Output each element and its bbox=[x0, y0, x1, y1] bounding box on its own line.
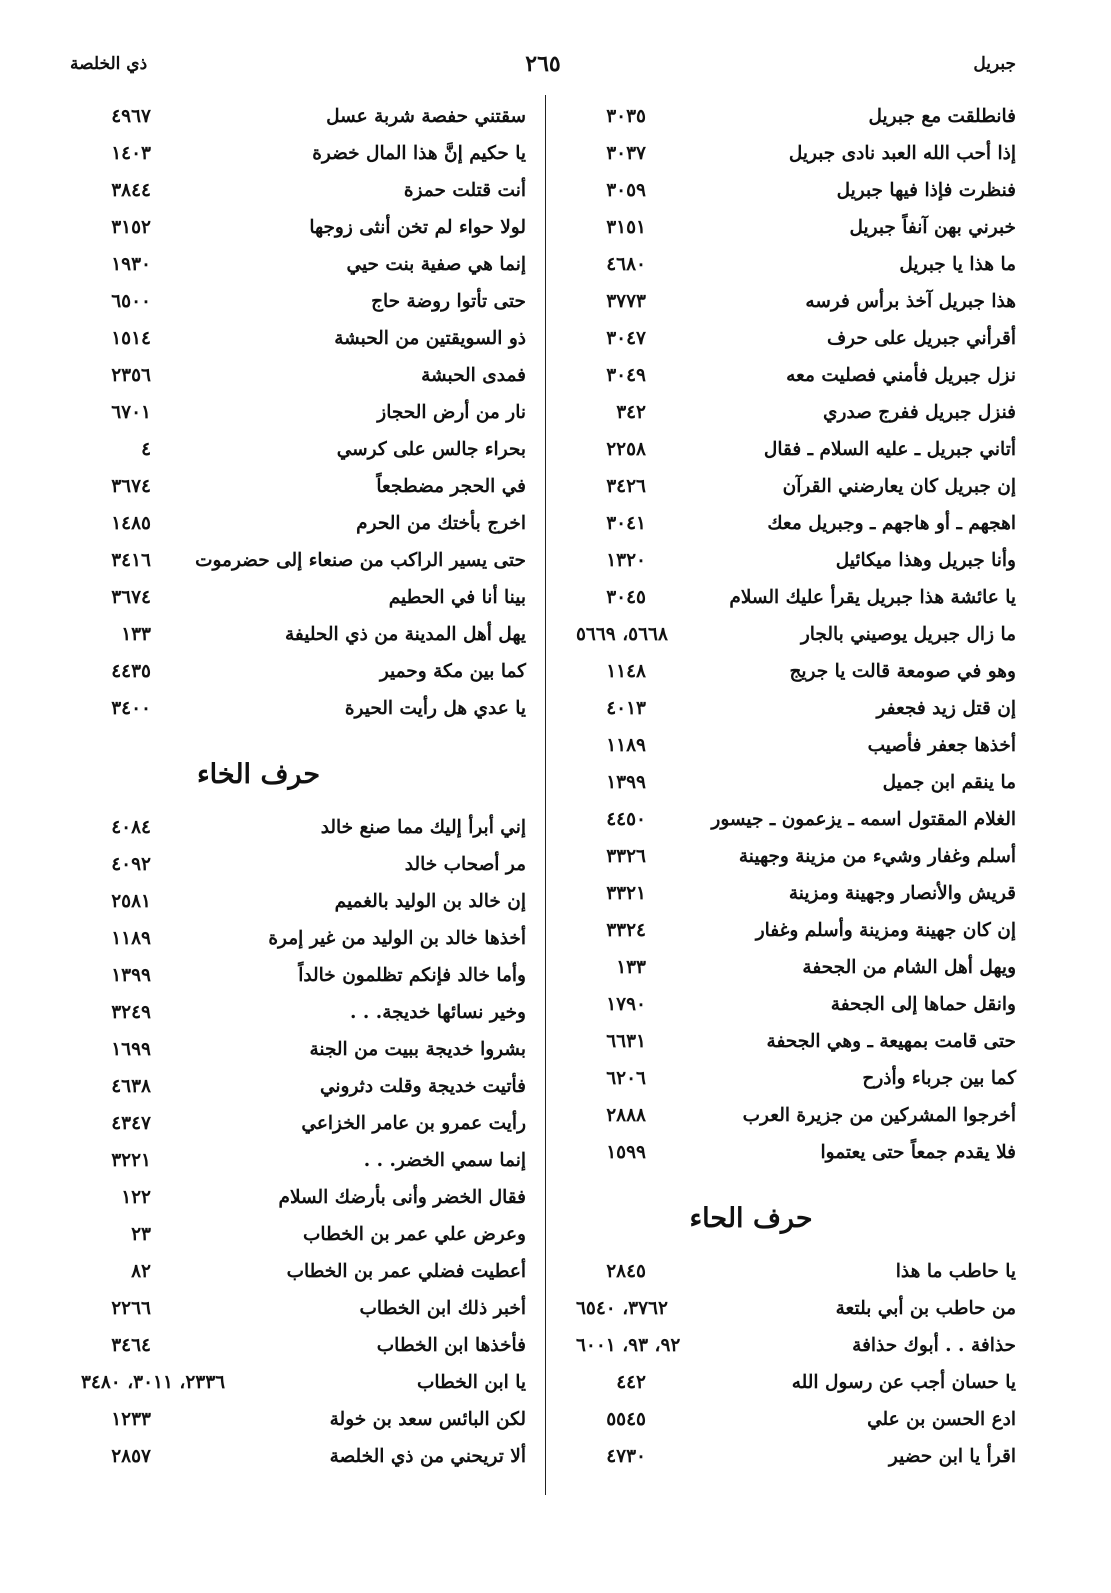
entry-number: ٤٦٣٨ bbox=[111, 1076, 151, 1097]
entry-text: فقال الخضر وأنى بأرضك السلام bbox=[278, 1187, 526, 1208]
entry-text: حتى قامت بمهيعة ـ وهي الجحفة bbox=[766, 1031, 1016, 1052]
entry-number: ٢٣٣٦، ٣٠١١، ٣٤٨٠ bbox=[81, 1372, 226, 1393]
entry-number: ١٥٩٩ bbox=[606, 1142, 646, 1163]
entry-text: يا عدي هل رأيت الحيرة bbox=[344, 698, 526, 719]
index-entry bbox=[71, 653, 526, 690]
entry-number: ١١٨٩ bbox=[111, 928, 151, 949]
index-entry bbox=[71, 579, 526, 616]
entry-text: يا ابن الخطاب bbox=[417, 1372, 526, 1393]
entry-number: ٣٠٣٧ bbox=[606, 143, 646, 164]
entry-text: بينا أنا في الحطيم bbox=[388, 587, 526, 608]
entry-text: اقرأ يا ابن حضير bbox=[888, 1446, 1016, 1467]
entry-text: هذا جبريل آخذ برأس فرسه bbox=[805, 291, 1016, 312]
index-entry bbox=[71, 809, 526, 846]
entry-number: ١٣٢٠ bbox=[606, 550, 646, 571]
index-entry bbox=[71, 98, 526, 135]
entry-number: ٣٠٤٩ bbox=[606, 365, 646, 386]
index-entry bbox=[71, 1142, 526, 1179]
index-entry bbox=[566, 394, 1016, 431]
entry-number: ٢٢٦٦ bbox=[111, 1298, 151, 1319]
entry-number: ٢٨٤٥ bbox=[606, 1261, 646, 1282]
entry-number: ٣٣٢٦ bbox=[606, 846, 646, 867]
entry-number: ٣٠٣٥ bbox=[606, 106, 646, 127]
index-entry bbox=[71, 994, 526, 1031]
index-entry bbox=[71, 135, 526, 172]
entry-text: يا عائشة هذا جبريل يقرأ عليك السلام bbox=[729, 587, 1016, 608]
index-entry bbox=[71, 172, 526, 209]
index-entry bbox=[71, 1327, 526, 1364]
index-entry bbox=[566, 1364, 1016, 1401]
index-entry bbox=[71, 1290, 526, 1327]
entry-number: ١٣٩٩ bbox=[111, 965, 151, 986]
entry-text: يا حسان أجب عن رسول الله bbox=[791, 1372, 1016, 1393]
entry-number: ٦٢٠٦ bbox=[606, 1068, 646, 1089]
entry-text: إن جبريل كان يعارضني القرآن bbox=[782, 476, 1016, 497]
entry-text: إذا أحب الله العبد نادى جبريل bbox=[788, 143, 1016, 164]
index-entry bbox=[71, 846, 526, 883]
index-entry bbox=[71, 320, 526, 357]
index-entry bbox=[566, 1023, 1016, 1060]
section-heading: حرف الحاء bbox=[689, 1202, 813, 1234]
entry-text: سقتني حفصة شربة عسل bbox=[326, 106, 526, 127]
index-entry bbox=[566, 320, 1016, 357]
entry-text: إن كان جهينة ومزينة وأسلم وغفار bbox=[755, 920, 1016, 941]
index-entry bbox=[566, 1438, 1016, 1475]
index-entry bbox=[566, 431, 1016, 468]
entry-text: إن خالد بن الوليد بالغميم bbox=[334, 891, 526, 912]
entry-number: ٢٣٥٦ bbox=[111, 365, 151, 386]
header-right-title: جبريل bbox=[973, 54, 1016, 74]
entry-number: ٣٦٧٤ bbox=[111, 587, 151, 608]
entry-number: ٤٤٣٥ bbox=[111, 661, 151, 682]
index-entry bbox=[71, 1105, 526, 1142]
index-entry bbox=[71, 246, 526, 283]
entry-number: ٦٦٣١ bbox=[606, 1031, 646, 1052]
index-entry bbox=[71, 616, 526, 653]
entry-number: ٣٠٤٥ bbox=[606, 587, 646, 608]
entry-text: إني أبرأ إليك مما صنع خالد bbox=[320, 817, 526, 838]
entry-number: ٤٩٦٧ bbox=[111, 106, 151, 127]
index-entry bbox=[71, 468, 526, 505]
index-entry bbox=[71, 690, 526, 727]
entry-number: ٢٣ bbox=[131, 1224, 151, 1245]
entry-number: ١٣٣ bbox=[616, 957, 646, 978]
page-header bbox=[70, 44, 1016, 84]
entry-text: أنت قتلت حمزة bbox=[403, 180, 526, 201]
index-entry bbox=[566, 1253, 1016, 1290]
entry-number: ٣١٥٢ bbox=[111, 217, 151, 238]
entry-number: ٣٠٤٧ bbox=[606, 328, 646, 349]
entry-text: يا حاطب ما هذا bbox=[895, 1261, 1016, 1282]
entry-text: خبرني بهن آنفاً جبريل bbox=[849, 217, 1016, 238]
entry-text: أخذها خالد بن الوليد من غير إمرة bbox=[268, 928, 526, 949]
index-entry bbox=[71, 283, 526, 320]
entry-text: ويهل أهل الشام من الجحفة bbox=[802, 957, 1016, 978]
index-entry bbox=[566, 135, 1016, 172]
entry-text: وعرض علي عمر بن الخطاب bbox=[302, 1224, 526, 1245]
index-entry bbox=[71, 394, 526, 431]
index-entry bbox=[71, 431, 526, 468]
entry-text: اهجهم ـ أو هاجهم ـ وجبريل معك bbox=[767, 513, 1016, 534]
entry-text: فانطلقت مع جبريل bbox=[868, 106, 1016, 127]
index-entry bbox=[566, 283, 1016, 320]
entry-text: اخرج بأختك من الحرم bbox=[356, 513, 526, 534]
entry-text: ادع الحسن بن علي bbox=[867, 1409, 1016, 1430]
entry-number: ٣٦٧٤ bbox=[111, 476, 151, 497]
entry-text: ألا تريحني من ذي الخلصة bbox=[329, 1446, 526, 1467]
entry-text: إن قتل زيد فجعفر bbox=[876, 698, 1016, 719]
entry-text: ما هذا يا جبريل bbox=[899, 254, 1016, 275]
index-entry bbox=[566, 1327, 1016, 1364]
entry-text: ما ينقم ابن جميل bbox=[882, 772, 1016, 793]
section-heading: حرف الخاء bbox=[196, 758, 321, 790]
entry-number: ٣٨٤٤ bbox=[111, 180, 151, 201]
entry-number: ٣٠٤١ bbox=[606, 513, 646, 534]
entry-text: يا حكيم إنَّ هذا المال خضرة bbox=[312, 143, 526, 164]
entry-text: ما زال جبريل يوصيني بالجار bbox=[800, 624, 1016, 645]
entry-text: بشروا خديجة ببيت من الجنة bbox=[309, 1039, 526, 1060]
index-entry bbox=[566, 1097, 1016, 1134]
index-entry bbox=[71, 1179, 526, 1216]
header-left-title: ذي الخلصة bbox=[70, 54, 148, 74]
entry-text: أخرجوا المشركين من جزيرة العرب bbox=[742, 1105, 1016, 1126]
entry-number: ٥٦٦٨، ٥٦٦٩ bbox=[576, 624, 668, 645]
entry-number: ٣٣٢٤ bbox=[606, 920, 646, 941]
entry-text: قريش والأنصار وجهينة ومزينة bbox=[788, 883, 1016, 904]
index-entry bbox=[566, 690, 1016, 727]
index-entry bbox=[566, 1060, 1016, 1097]
entry-number: ٣٢٢١ bbox=[111, 1150, 151, 1171]
entry-number: ١٤٠٣ bbox=[111, 143, 151, 164]
index-entry bbox=[566, 172, 1016, 209]
entry-text: حتى يسير الراكب من صنعاء إلى حضرموت bbox=[195, 550, 526, 571]
index-entry bbox=[71, 957, 526, 994]
entry-text: فنظرت فإذا فيها جبريل bbox=[836, 180, 1016, 201]
index-entry bbox=[71, 1253, 526, 1290]
index-entry bbox=[71, 1031, 526, 1068]
entry-number: ٣٤١٦ bbox=[111, 550, 151, 571]
entry-text: الغلام المقتول اسمه ـ يزعمون ـ جيسور bbox=[711, 809, 1016, 830]
entry-text: فمدى الحبشة bbox=[421, 365, 526, 386]
entry-text: أخبر ذلك ابن الخطاب bbox=[359, 1298, 526, 1319]
entry-number: ٣٤٢ bbox=[616, 402, 646, 423]
index-entry bbox=[566, 912, 1016, 949]
entry-number: ١٤٨٥ bbox=[111, 513, 151, 534]
entry-text: يهل أهل المدينة من ذي الحليفة bbox=[284, 624, 526, 645]
entry-number: ٦٧٠١ bbox=[111, 402, 151, 423]
right-column bbox=[566, 98, 1016, 1475]
entry-text: وأما خالد فإنكم تظلمون خالداً bbox=[298, 965, 526, 986]
index-entry bbox=[566, 727, 1016, 764]
entry-number: ٢٢٥٨ bbox=[606, 439, 646, 460]
entry-text: فلا يقدم جمعاً حتى يعتموا bbox=[820, 1142, 1016, 1163]
entry-number: ٤٣٤٧ bbox=[111, 1113, 151, 1134]
entry-number: ٣٤٦٤ bbox=[111, 1335, 151, 1356]
index-entry bbox=[566, 986, 1016, 1023]
entry-number: ٤٦٨٠ bbox=[606, 254, 646, 275]
entry-number: ٤٤٢ bbox=[616, 1372, 646, 1393]
index-entry bbox=[71, 1216, 526, 1253]
entry-text: رأيت عمرو بن عامر الخزاعي bbox=[301, 1113, 526, 1134]
index-entry bbox=[71, 1401, 526, 1438]
entry-number: ١٣٣ bbox=[121, 624, 151, 645]
entry-number: ١٣٩٩ bbox=[606, 772, 646, 793]
entry-number: ١٢٣٣ bbox=[111, 1409, 151, 1430]
entry-number: ٨٢ bbox=[131, 1261, 151, 1282]
entry-text: في الحجر مضطجعاً bbox=[376, 476, 526, 497]
index-entry bbox=[71, 505, 526, 542]
entry-number: ٤٤٥٠ bbox=[606, 809, 646, 830]
entry-number: ٥٥٤٥ bbox=[606, 1409, 646, 1430]
index-entry bbox=[566, 653, 1016, 690]
index-entry bbox=[71, 1438, 526, 1475]
entry-text: لولا حواء لم تخن أنثى زوجها bbox=[309, 217, 526, 238]
entry-text: من حاطب بن أبي بلتعة bbox=[835, 1298, 1016, 1319]
index-entry bbox=[566, 875, 1016, 912]
index-entry bbox=[566, 98, 1016, 135]
entry-number: ٤٠١٣ bbox=[606, 698, 646, 719]
entry-text: مر أصحاب خالد bbox=[404, 854, 526, 875]
entry-number: ٣٧٦٢، ٦٥٤٠ bbox=[576, 1298, 668, 1319]
index-entry bbox=[71, 542, 526, 579]
entry-number: ٣٤٢٦ bbox=[606, 476, 646, 497]
entry-text: أخذها جعفر فأصيب bbox=[867, 735, 1016, 756]
index-entry bbox=[566, 357, 1016, 394]
entry-number: ٣٠٥٩ bbox=[606, 180, 646, 201]
entry-number: ١٩٣٠ bbox=[111, 254, 151, 275]
entry-text: فأخذها ابن الخطاب bbox=[376, 1335, 526, 1356]
column-divider bbox=[545, 95, 546, 1495]
index-entry bbox=[71, 1364, 526, 1401]
entry-text: حذافة . . أبوك حذافة bbox=[852, 1335, 1016, 1356]
entry-number: ٢٥٨١ bbox=[111, 891, 151, 912]
entry-text: أتاني جبريل ـ عليه السلام ـ فقال bbox=[763, 439, 1016, 460]
index-entry bbox=[566, 801, 1016, 838]
entry-number: ٤٧٣٠ bbox=[606, 1446, 646, 1467]
entry-text: وأنا جبريل وهذا ميكائيل bbox=[835, 550, 1016, 571]
entry-text: بحراء جالس على كرسي bbox=[336, 439, 526, 460]
entry-number: ٣٣٢١ bbox=[606, 883, 646, 904]
entry-number: ١٢٢ bbox=[121, 1187, 151, 1208]
index-entry bbox=[71, 883, 526, 920]
entry-text: حتى تأتوا روضة حاج bbox=[371, 291, 526, 312]
index-entry bbox=[71, 357, 526, 394]
entry-text: نزل جبريل فأمني فصليت معه bbox=[786, 365, 1016, 386]
entry-number: ٤٠٩٢ bbox=[111, 854, 151, 875]
index-entry bbox=[566, 1401, 1016, 1438]
entry-number: ٤ bbox=[141, 439, 151, 460]
entry-text: وهو في صومعة قالت يا جريج bbox=[789, 661, 1016, 682]
entry-text: فنزل جبريل ففرج صدري bbox=[823, 402, 1016, 423]
entry-number: ٦٥٠٠ bbox=[111, 291, 151, 312]
index-entry bbox=[566, 468, 1016, 505]
entry-number: ١٧٩٠ bbox=[606, 994, 646, 1015]
entry-text: كما بين مكة وحمير bbox=[379, 661, 526, 682]
entry-number: ١١٤٨ bbox=[606, 661, 646, 682]
entry-number: ٣٤٠٠ bbox=[111, 698, 151, 719]
entry-number: ٢٨٨٨ bbox=[606, 1105, 646, 1126]
index-entry bbox=[566, 209, 1016, 246]
entry-number: ٣١٥١ bbox=[606, 217, 646, 238]
entry-text: فأتيت خديجة وقلت دثروني bbox=[319, 1076, 526, 1097]
entry-text: أسلم وغفار وشيء من مزينة وجهينة bbox=[738, 846, 1016, 867]
entry-text: وخير نسائها خديجة. . . bbox=[349, 1002, 526, 1023]
entry-text: أعطيت فضلي عمر بن الخطاب bbox=[286, 1261, 526, 1282]
entry-number: ٣٢٤٩ bbox=[111, 1002, 151, 1023]
index-entry bbox=[566, 764, 1016, 801]
index-entry bbox=[566, 1290, 1016, 1327]
entry-number: ١٦٩٩ bbox=[111, 1039, 151, 1060]
index-entry bbox=[566, 949, 1016, 986]
index-entry bbox=[71, 920, 526, 957]
entry-number: ٤٠٨٤ bbox=[111, 817, 151, 838]
entry-number: ٩٢، ٩٣، ٦٠٠١ bbox=[576, 1335, 681, 1356]
index-entry bbox=[566, 579, 1016, 616]
entry-text: نار من أرض الحجاز bbox=[377, 402, 526, 423]
entry-number: ١٥١٤ bbox=[111, 328, 151, 349]
entry-text: ذو السويقتين من الحبشة bbox=[334, 328, 526, 349]
entry-text: كما بين جرباء وأذرح bbox=[862, 1068, 1016, 1089]
index-entry bbox=[566, 246, 1016, 283]
entry-text: لكن البائس سعد بن خولة bbox=[329, 1409, 526, 1430]
left-column bbox=[71, 98, 526, 1475]
index-entry bbox=[566, 838, 1016, 875]
page-number: ٢٦٥ bbox=[525, 51, 561, 77]
index-entry bbox=[566, 616, 1016, 653]
index-entry bbox=[71, 1068, 526, 1105]
index-entry bbox=[566, 1134, 1016, 1171]
entry-number: ٢٨٥٧ bbox=[111, 1446, 151, 1467]
entry-number: ٣٧٧٣ bbox=[606, 291, 646, 312]
index-entry bbox=[566, 542, 1016, 579]
entry-number: ١١٨٩ bbox=[606, 735, 646, 756]
entry-text: أقرأني جبريل على حرف bbox=[826, 328, 1016, 349]
index-entry bbox=[71, 209, 526, 246]
entry-text: وانقل حماها إلى الجحفة bbox=[830, 994, 1016, 1015]
entry-text: إنما سمي الخضر. . . bbox=[363, 1150, 526, 1171]
index-entry bbox=[566, 505, 1016, 542]
entry-text: إنما هي صفية بنت حيي bbox=[346, 254, 526, 275]
